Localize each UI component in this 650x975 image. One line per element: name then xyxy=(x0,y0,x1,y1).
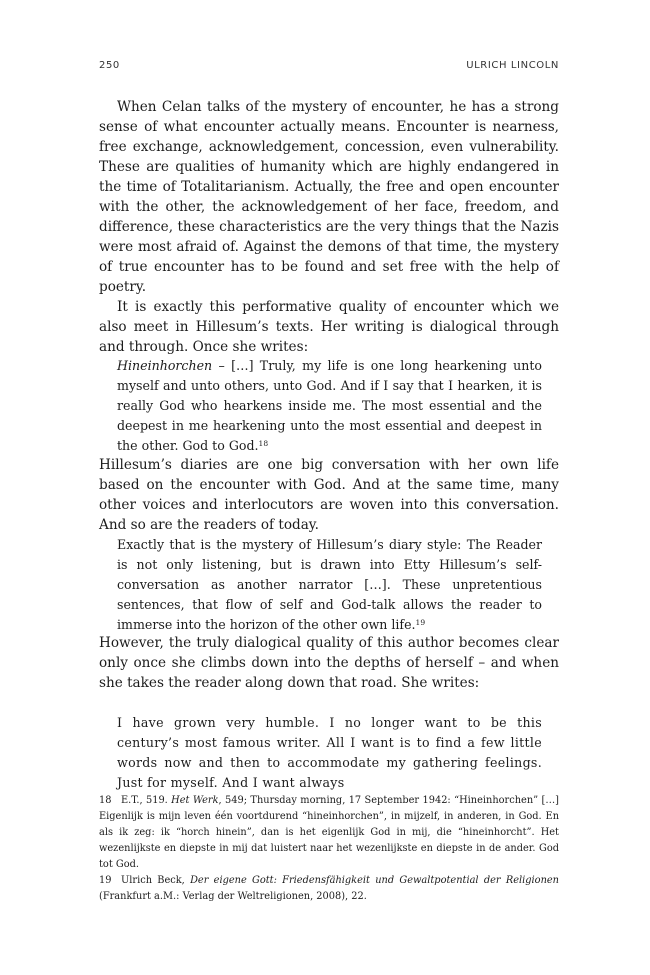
paragraph-celan-encounter: When Celan talks of the mystery of encounter, he has a strong sense of what encounter actually means. Encounter is nearness, free exchange, acknowledgement, concession, even vulnerability. These are qualities of humanity which are highly endangered in the time of Totalitarianism. Actually, the free and open encounter with the other, the acknowledgement of her face, freedom, and difference, these characteristics are the very things that the Nazis were most afraid of. Against the demons of that time, the mystery of true encounter has to be found and set free with the help of poetry. xyxy=(99,99,559,295)
running-head xyxy=(99,60,559,76)
footnote-lead: E.T., 519. xyxy=(121,795,172,806)
footnote-19 xyxy=(99,873,559,905)
block-quote-hineinhorchen xyxy=(117,356,542,456)
footnote-number: 18 xyxy=(99,795,112,806)
quote-body: Exactly that is the mystery of Hillesum’s diary style: The Reader is not only listening, but is drawn into Etty Hillesum’s self-conversation as another narrator […]. These unpretentious sentences, that flow of self and God-talk allows the reader to immerse into the horizon of the other own life. xyxy=(117,537,542,632)
footnote-title: Het Werk xyxy=(171,795,219,806)
quote-text xyxy=(117,356,542,456)
footnote-text: (Frankfurt a.M.: Verlag der Weltreligionen, 2008), 22. xyxy=(99,891,367,902)
quote-term: Hineinhorchen xyxy=(117,358,213,373)
footnote-title: Der eigene Gott: Friedensfähigkeit und Gewaltpotential der Religionen xyxy=(190,875,559,886)
footnote-text: , 549; Thursday morning, 17 September 1942: “Hineinhorchen” […] Eigenlijk is mijn leven één voortdurend “hineinhorchen”, in mijzelf, in anderen, in God. En als ik zeg: ik “horch hinein”, dan is het eigenlijk God in mij, die “hineinhorcht”. Het wezenlijkste en diepste in mij dat luistert naar het wezenlijkste en diepste in de ander. God tot God. xyxy=(99,795,559,870)
quote-text: I have grown very humble. I no longer want to be this century’s most famous writer. All I want is to find a few little words now and then to accommodate my gathering feelings. Just for myself. And I want always xyxy=(117,715,542,790)
block-quote-humble xyxy=(117,713,542,793)
paragraph-dialogical-quality: However, the truly dialogical quality of this author becomes clear only once she climbs down into the depths of herself – and when she takes the reader along down that road. She writes: xyxy=(99,635,559,691)
footnotes xyxy=(99,793,559,905)
page-number: 250 xyxy=(99,60,120,71)
footnote-ref-19: 19 xyxy=(415,618,426,627)
running-head-author: ULRICH LINCOLN xyxy=(466,60,559,71)
body-paragraphs-3 xyxy=(99,633,559,693)
footnote-18 xyxy=(99,793,559,873)
footnote-lead: Ulrich Beck, xyxy=(121,875,191,886)
paragraph-performative-quality: It is exactly this performative quality of encounter which we also meet in Hillesum’s texts. Her writing is dialogical through and through. Once she writes: xyxy=(99,299,559,355)
footnote-number: 19 xyxy=(99,875,112,886)
quote-body: – […] Truly, my life is one long hearkening unto myself and unto others, unto God. And if I say that I hearken, it is really God who hearkens inside me. The most essential and the deepest in me hearkening unto the most essential and deepest in the other. God to God. xyxy=(117,358,542,453)
body-paragraphs-2 xyxy=(99,455,559,535)
footnote-ref-18: 18 xyxy=(258,439,269,448)
quote-text xyxy=(117,535,542,635)
block-quote-diary-style xyxy=(117,535,542,635)
body-paragraphs-1 xyxy=(99,97,559,357)
paragraph-diaries-conversation: Hillesum’s diaries are one big conversation with her own life based on the encounter with God. And at the same time, many other voices and interlocutors are woven into this conversation. And so are the readers of today. xyxy=(99,457,559,533)
